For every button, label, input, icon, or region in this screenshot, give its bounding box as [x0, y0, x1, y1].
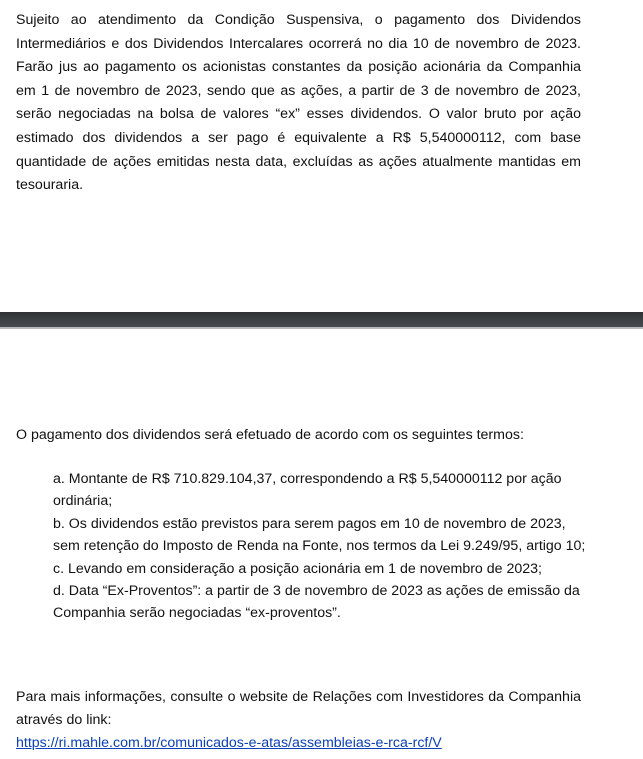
paragraph-payment-conditions: Sujeito ao atendimento da Condição Suspensiva, o pagamento dos Dividendos Intermediários e dos Dividendos Intercalares ocorrerá no dia 10 de novembro de 2023. Farão jus ao pagamento os acionistas constantes da posição acionária da Companhia em 1 de novembro de 2023, sendo que as ações, a partir de 3 de novembro de 2023, serão negociadas na bolsa de valores “ex” esses dividendos. O valor bruto por ação estimado dos dividendos a ser pago é equivalente a R$ 5,540000112, com base quantidade de ações emitidas nesta data, excluídas as ações atualmente mantidas em tesouraria.: [16, 12, 581, 194]
list-item: d. Data “Ex-Proventos”: a partir de 3 de novembro de 2023 as ações de emissão da Companhia serão negociadas “ex-proventos”.: [53, 583, 580, 622]
investor-relations-link[interactable]: https://ri.mahle.com.br/comunicados-e-atas/assembleias-e-rca-rcf/V: [16, 735, 442, 751]
payment-terms-intro: O pagamento dos dividendos será efetuado de acordo com os seguintes termos:: [16, 427, 524, 443]
list-item: b. Os dividendos estão previstos para serem pagos em 10 de novembro de 2023, sem retenção do Imposto de Renda na Fonte, nos termos da Lei 9.249/95, artigo 10;: [53, 515, 586, 555]
page-divider-shadow: [0, 327, 643, 329]
contact-text: Para mais informações, consulte o website de Relações com Investidores da Companhia através do link:: [16, 689, 581, 728]
contact-section: [16, 686, 581, 755]
list-item: a. Montante de R$ 710.829.104,37, correspondendo a R$ 5,540000112 por ação ordinária;: [53, 471, 562, 510]
payment-terms-list: [53, 468, 593, 625]
page-top-section: [0, 0, 643, 312]
list-item: c. Levando em consideração a posição acionária em 1 de novembro de 2023;: [53, 560, 542, 577]
page-divider: [0, 312, 643, 327]
